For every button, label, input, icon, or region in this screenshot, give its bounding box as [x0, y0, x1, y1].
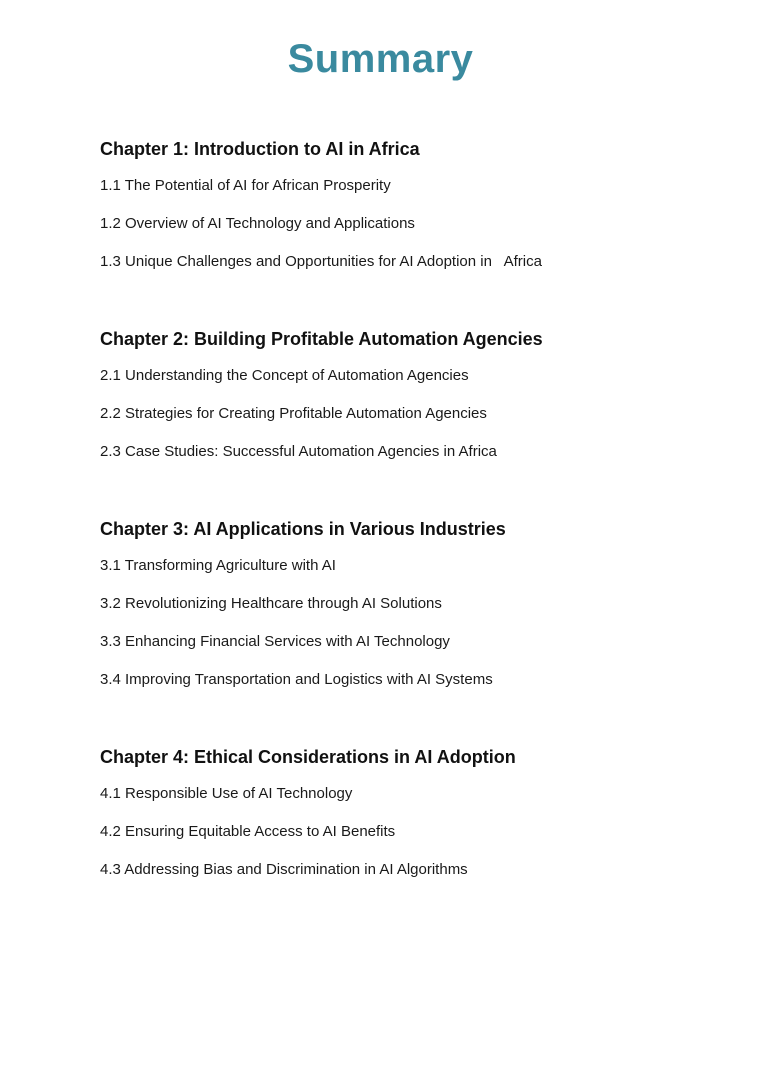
section-list: [100, 364, 761, 478]
section-item: 4.2 Ensuring Equitable Access to AI Benefits: [100, 823, 396, 840]
section-item: 3.3 Enhancing Financial Services with AI Technology: [100, 633, 450, 650]
section-item: 2.3 Case Studies: Successful Automation Agencies in Africa: [100, 443, 497, 460]
section-item: 3.2 Revolutionizing Healthcare through AI Solutions: [100, 595, 442, 612]
chapter-block: [100, 744, 761, 896]
chapter-block: [100, 516, 761, 706]
section-list: [100, 782, 761, 896]
section-item: 1.1 The Potential of AI for African Prosperity: [100, 177, 391, 194]
chapter-heading: Chapter 1: Introduction to AI in Africa: [100, 139, 420, 159]
chapter-block: [100, 326, 761, 478]
section-list: [100, 174, 761, 288]
chapter-list: [100, 136, 761, 896]
section-item: 2.1 Understanding the Concept of Automation Agencies: [100, 367, 469, 384]
section-item: 4.3 Addressing Bias and Discrimination in AI Algorithms: [100, 861, 468, 878]
section-item: 1.3 Unique Challenges and Opportunities for AI Adoption in Africa: [100, 253, 542, 270]
chapter-heading: Chapter 3: AI Applications in Various Industries: [100, 519, 506, 539]
section-item: 3.4 Improving Transportation and Logistics with AI Systems: [100, 671, 493, 688]
section-item: 2.2 Strategies for Creating Profitable Automation Agencies: [100, 405, 487, 422]
chapter-heading: Chapter 2: Building Profitable Automation Agencies: [100, 329, 543, 349]
section-item: 4.1 Responsible Use of AI Technology: [100, 785, 353, 802]
chapter-block: [100, 136, 761, 288]
section-item: 1.2 Overview of AI Technology and Applications: [100, 215, 415, 232]
page-title: Summary: [287, 37, 474, 81]
section-item: 3.1 Transforming Agriculture with AI: [100, 557, 336, 574]
chapter-heading: Chapter 4: Ethical Considerations in AI Adoption: [100, 747, 516, 767]
section-list: [100, 554, 761, 706]
